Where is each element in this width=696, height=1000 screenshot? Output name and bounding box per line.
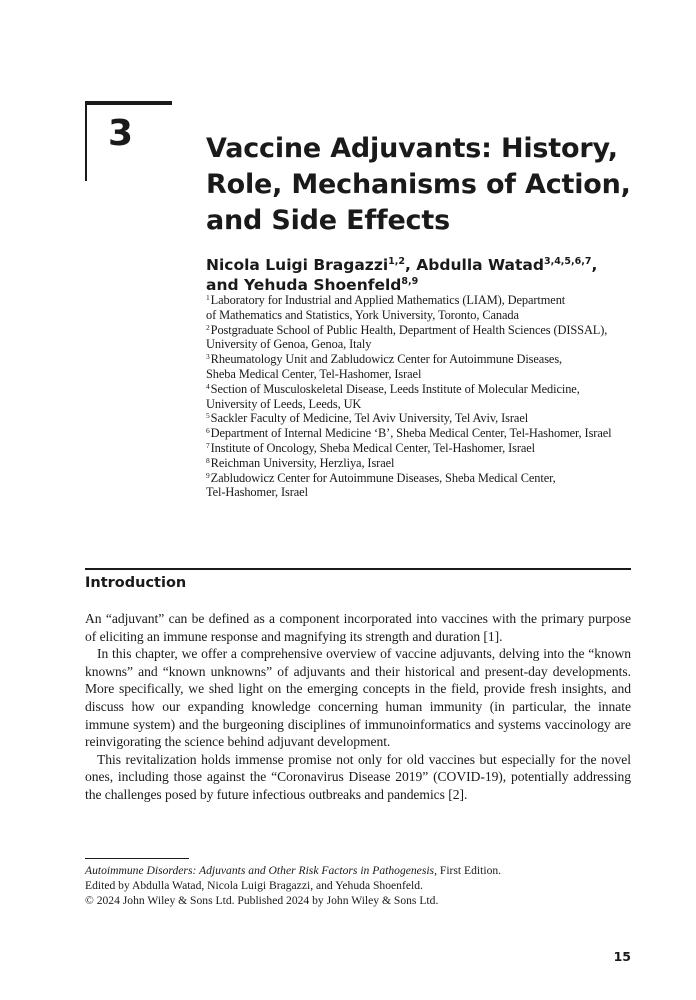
footnote-editors: Edited by Abdulla Watad, Nicola Luigi Bragazzi, and Yehuda Shoenfeld.	[85, 879, 423, 892]
chapter-title-line-1: Vaccine Adjuvants: History,	[206, 133, 618, 164]
section-divider	[85, 568, 631, 570]
affiliation-marker: 1	[206, 293, 210, 302]
affiliation-text: of Mathematics and Statistics, York University, Toronto, Canada	[206, 307, 519, 322]
chapter-number: 3	[108, 113, 134, 154]
chapter-number-rule	[85, 101, 87, 181]
affiliation-text: Postgraduate School of Public Health, Department of Health Sciences (DISSAL),	[210, 322, 608, 337]
affiliation-item	[206, 471, 666, 501]
affiliation-item	[206, 456, 666, 471]
author-name: Nicola Luigi Bragazzi	[206, 256, 389, 274]
chapter-title-line-3: and Side Effects	[206, 205, 450, 236]
affiliation-item	[206, 411, 666, 426]
affiliation-item	[206, 352, 666, 382]
body-paragraph: An “adjuvant” can be defined as a component incorporated into vaccines with the primary purpose of eliciting an immune response and magnifying its strength and duration [1].	[85, 611, 631, 644]
affiliation-text: Institute of Oncology, Sheba Medical Center, Tel-Hashomer, Israel	[210, 440, 536, 455]
affiliation-marker: 3	[206, 352, 210, 362]
affiliation-item	[206, 382, 666, 412]
chapter-title	[206, 131, 656, 239]
affiliation-text: University of Leeds, Leeds, UK	[206, 396, 362, 411]
affiliation-text: Sackler Faculty of Medicine, Tel Aviv University, Tel Aviv, Israel	[210, 411, 529, 426]
author-affiliation-marker: 8,9	[401, 276, 419, 287]
affiliation-text: Laboratory for Industrial and Applied Mathematics (LIAM), Department	[210, 293, 566, 307]
introduction-body	[85, 610, 631, 804]
footnote-copyright: © 2024 John Wiley & Sons Ltd. Published 2024 by John Wiley & Sons Ltd.	[85, 894, 439, 907]
affiliation-list	[206, 293, 666, 500]
affiliation-marker: 7	[206, 440, 210, 450]
affiliation-text: Zabludowicz Center for Autoimmune Diseases, Sheba Medical Center,	[210, 470, 556, 485]
author-separator: and	[206, 276, 244, 294]
chapter-number-bar	[85, 101, 172, 105]
author-name: Abdulla Watad	[416, 256, 544, 274]
affiliation-item	[206, 441, 666, 456]
affiliation-text: Sheba Medical Center, Tel-Hashomer, Israel	[206, 366, 422, 381]
author-affiliation-marker: 1,2	[388, 256, 405, 267]
affiliation-item	[206, 323, 666, 353]
affiliation-item	[206, 293, 666, 323]
affiliation-marker: 2	[206, 322, 210, 332]
affiliation-marker: 8	[206, 455, 210, 465]
affiliation-text: University of Genoa, Genoa, Italy	[206, 337, 372, 352]
affiliation-marker: 5	[206, 411, 210, 421]
affiliation-text: Department of Internal Medicine ‘B’, Sheba Medical Center, Tel-Hashomer, Israel	[210, 426, 612, 441]
affiliation-text: Rheumatology Unit and Zabludowicz Center for Autoimmune Diseases,	[210, 352, 563, 367]
section-heading-introduction: Introduction	[85, 575, 187, 591]
affiliation-text: Tel-Hashomer, Israel	[206, 485, 308, 500]
book-edition: First Edition.	[436, 864, 502, 877]
page-number: 15	[613, 949, 631, 964]
affiliation-text: Reichman University, Herzliya, Israel	[210, 455, 395, 470]
author-list	[206, 255, 646, 295]
book-footnote	[85, 863, 605, 908]
body-paragraph: This revitalization holds immense promise not only for old vaccines but especially for the novel ones, including those against the “Coronavirus Disease 2019” (COVID-19), potentially addressing the challenges posed by future infectious outbreaks and pandemics [2].	[85, 751, 631, 802]
footnote-rule	[85, 858, 189, 859]
affiliation-marker: 6	[206, 426, 210, 436]
affiliation-marker: 9	[206, 470, 210, 480]
chapter-title-line-2: Role, Mechanisms of Action,	[206, 169, 631, 200]
footnote-book-line	[85, 863, 605, 878]
book-title: Autoimmune Disorders: Adjuvants and Other Risk Factors in Pathogenesis,	[85, 864, 437, 877]
affiliation-text: Section of Musculoskeletal Disease, Leeds Institute of Molecular Medicine,	[210, 381, 580, 396]
affiliation-item	[206, 426, 666, 441]
author-separator: ,	[591, 256, 598, 274]
author-name: Yehuda Shoenfeld	[244, 276, 402, 294]
author-affiliation-marker: 3,4,5,6,7	[543, 256, 592, 267]
affiliation-marker: 4	[206, 381, 210, 391]
body-paragraph: In this chapter, we offer a comprehensive overview of vaccine adjuvants, delving into the “known knowns” and “known unknowns” of adjuvants and their historical and present-day developments. More specifically, we shed light on the emerging concepts in the field, provide fresh insights, and discuss how our expanding knowledge concerning human immunity (in particular, the innate immune system) and the burgeoning disciplines of immunoinformatics and systems vaccinology are reinvigorating the science behind adjuvant development.	[85, 646, 631, 750]
author-separator: ,	[405, 256, 417, 274]
